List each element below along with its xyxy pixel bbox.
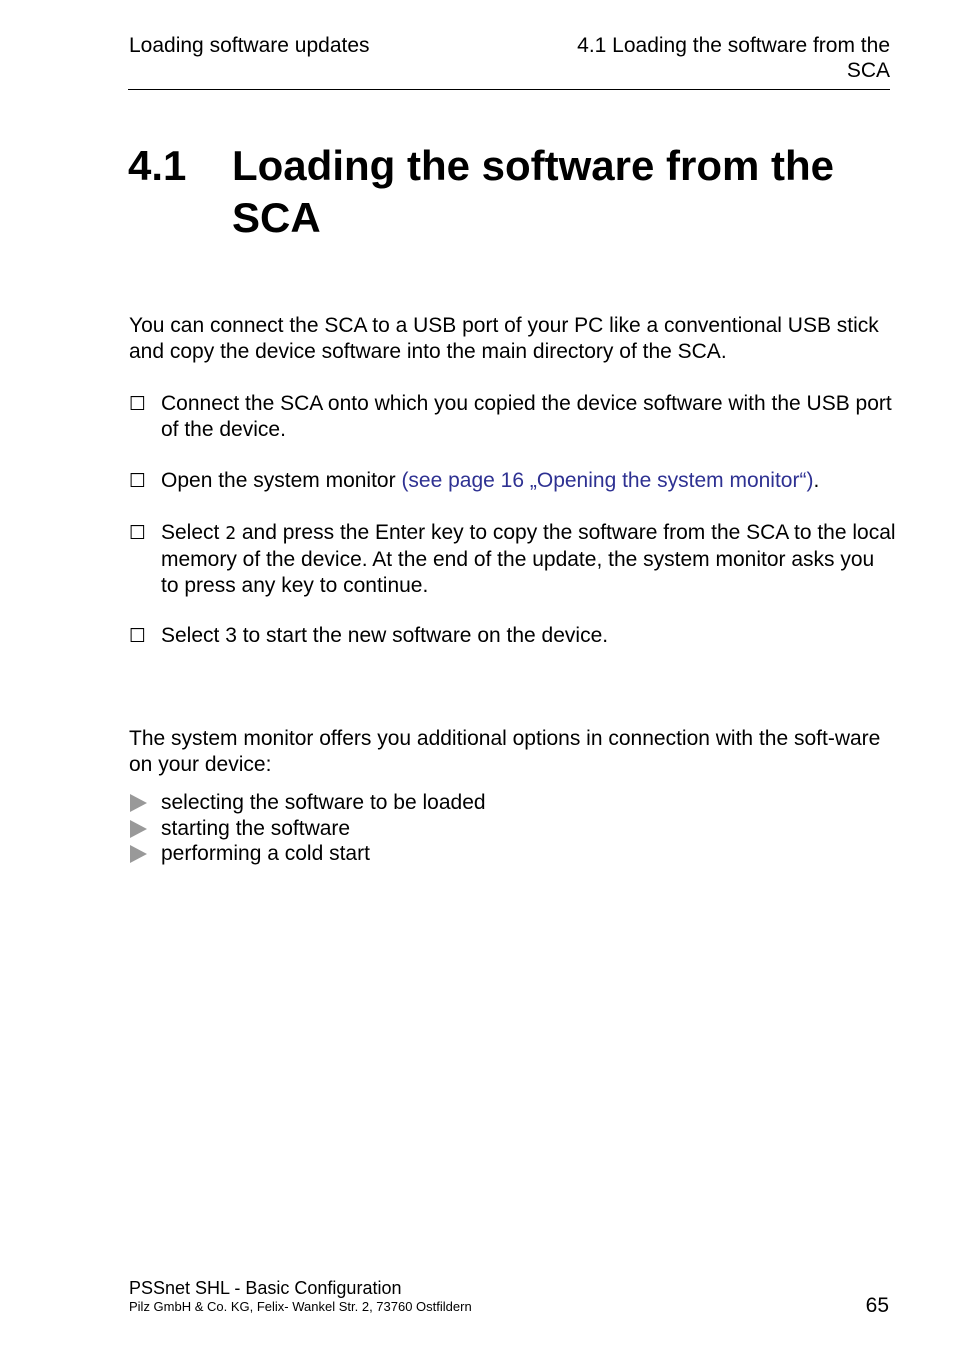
menu-option-code: 2 [225, 523, 237, 544]
header-chapter-title: Loading software updates [129, 34, 370, 57]
step-text: Select 3 to start the new software on the device. [161, 624, 609, 647]
triangle-bullet-icon [130, 845, 147, 863]
page-number: 65 [865, 1294, 889, 1317]
list-item-text: selecting the software to be loaded [161, 791, 486, 814]
footer-document-title: PSSnet SHL - Basic Configuration [129, 1278, 402, 1298]
list-item [129, 816, 897, 842]
header-section-title-line1: 4.1 Loading the software from the [577, 34, 890, 57]
header-section-title [520, 33, 890, 83]
step-text [161, 520, 897, 599]
checkbox-icon: ☐ [129, 393, 147, 415]
header-divider [128, 89, 890, 90]
step-text-before: Select [161, 521, 226, 544]
step-text-after: . [813, 469, 820, 492]
options-list [129, 790, 897, 867]
step-text: Connect the SCA onto which you copied the device software with the USB port of the device. [161, 392, 892, 441]
step-text-before: Open the system monitor [161, 469, 402, 492]
checkbox-icon: ☐ [129, 470, 147, 492]
step-text [161, 468, 897, 494]
checkbox-icon: ☐ [129, 522, 147, 544]
checkbox-icon: ☐ [129, 625, 147, 647]
section-number: 4.1 [128, 142, 187, 189]
list-item-text: starting the software [161, 816, 351, 840]
footer-address: Pilz GmbH & Co. KG, Felix- Wankel Str. 2, 73760 Ostfildern [129, 1299, 472, 1314]
list-item [129, 790, 897, 816]
list-item [129, 841, 897, 867]
options-intro-paragraph: The system monitor offers you additional options in connection with the soft-ware on your device: [129, 727, 881, 776]
section-heading: Loading the software from the SCA [232, 142, 835, 241]
triangle-bullet-icon [130, 820, 147, 838]
header-section-title-line2: SCA [846, 59, 890, 82]
cross-reference-link[interactable]: (see page 16 „Opening the system monitor“) [401, 469, 814, 492]
step-text-after: and press the Enter key to copy the software from the SCA to the local memory of the device. At the end of the update, the system monitor asks you to press any key to continue. [161, 521, 896, 597]
triangle-bullet-icon [130, 794, 147, 812]
intro-paragraph: You can connect the SCA to a USB port of your PC like a conventional USB stick and copy the device software into the main directory of the SCA. [129, 314, 879, 363]
list-item-text: performing a cold start [161, 842, 370, 865]
